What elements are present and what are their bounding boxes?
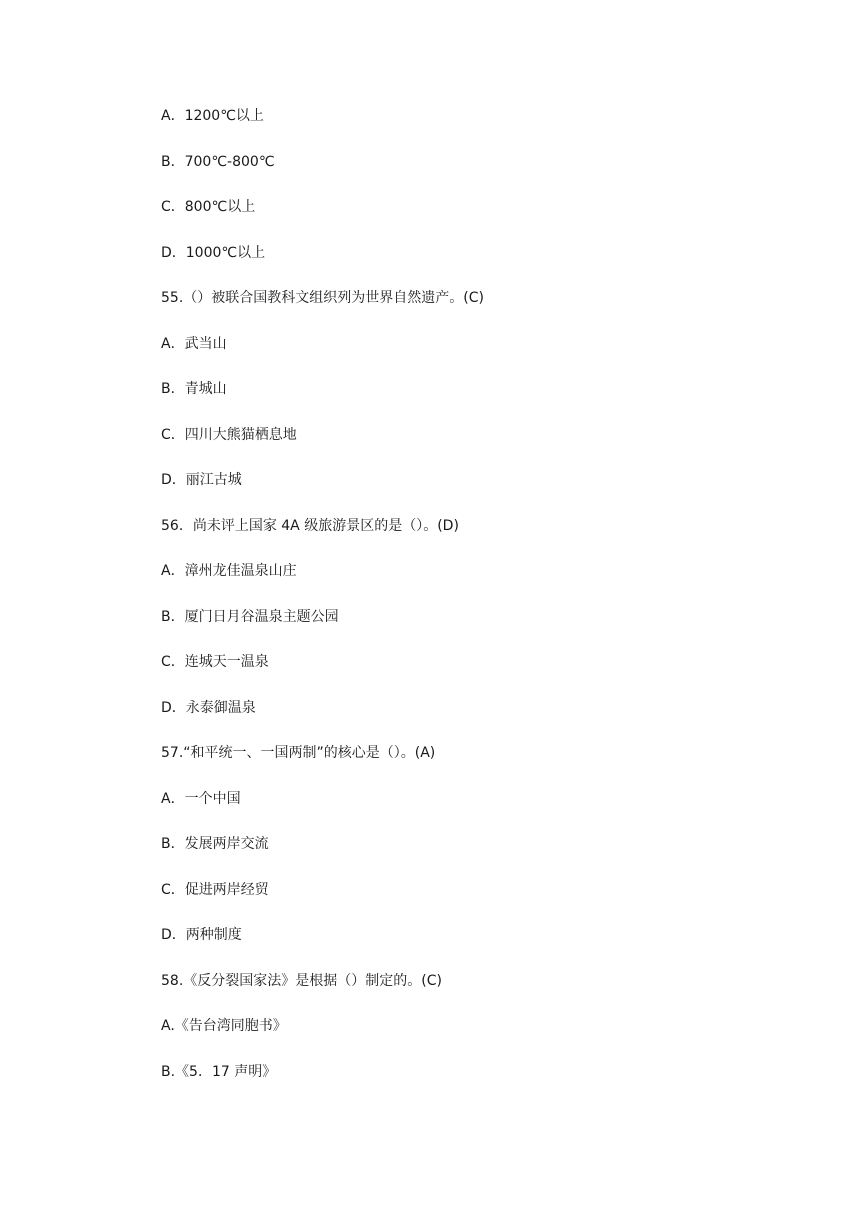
option-a-1200: A．1200℃以上 xyxy=(161,108,264,124)
question-58-option-b: B.《5．17 声明》 xyxy=(161,1063,277,1080)
question-58: 58.《反分裂国家法》是根据（）制定的。(C) xyxy=(161,972,442,989)
option-b-700-800: B．700℃-800℃ xyxy=(161,153,275,170)
question-text-block xyxy=(161,104,801,1105)
question-56-option-d: D．永泰御温泉 xyxy=(161,699,256,716)
question-58-option-a: A.《告台湾同胞书》 xyxy=(161,1018,287,1034)
question-55-option-d: D．丽江古城 xyxy=(161,472,242,488)
question-57-option-d: D．两种制度 xyxy=(161,927,242,943)
question-56-option-b: B．厦门日月谷温泉主题公园 xyxy=(161,608,339,625)
question-55-option-a: A．武当山 xyxy=(161,335,227,352)
question-57-option-a: A．一个中国 xyxy=(161,790,241,807)
question-55: 55.（）被联合国教科文组织列为世界自然遗产。(C) xyxy=(161,290,484,306)
question-56: 56．尚未评上国家 4A 级旅游景区的是（）。(D) xyxy=(161,517,459,534)
question-56-option-c: C．连城天一温泉 xyxy=(161,654,269,670)
question-57-option-b: B．发展两岸交流 xyxy=(161,836,269,852)
question-55-option-b: B．青城山 xyxy=(161,381,227,397)
question-57: 57.“和平统一、一国两制”的核心是（）。(A) xyxy=(161,745,436,761)
question-55-option-c: C．四川大熊猫栖息地 xyxy=(161,426,297,443)
option-c-800: C．800℃以上 xyxy=(161,199,256,215)
option-d-1000: D．1000℃以上 xyxy=(161,244,266,261)
question-56-option-a: A．漳州龙佳温泉山庄 xyxy=(161,563,297,579)
question-57-option-c: C．促进两岸经贸 xyxy=(161,881,269,898)
